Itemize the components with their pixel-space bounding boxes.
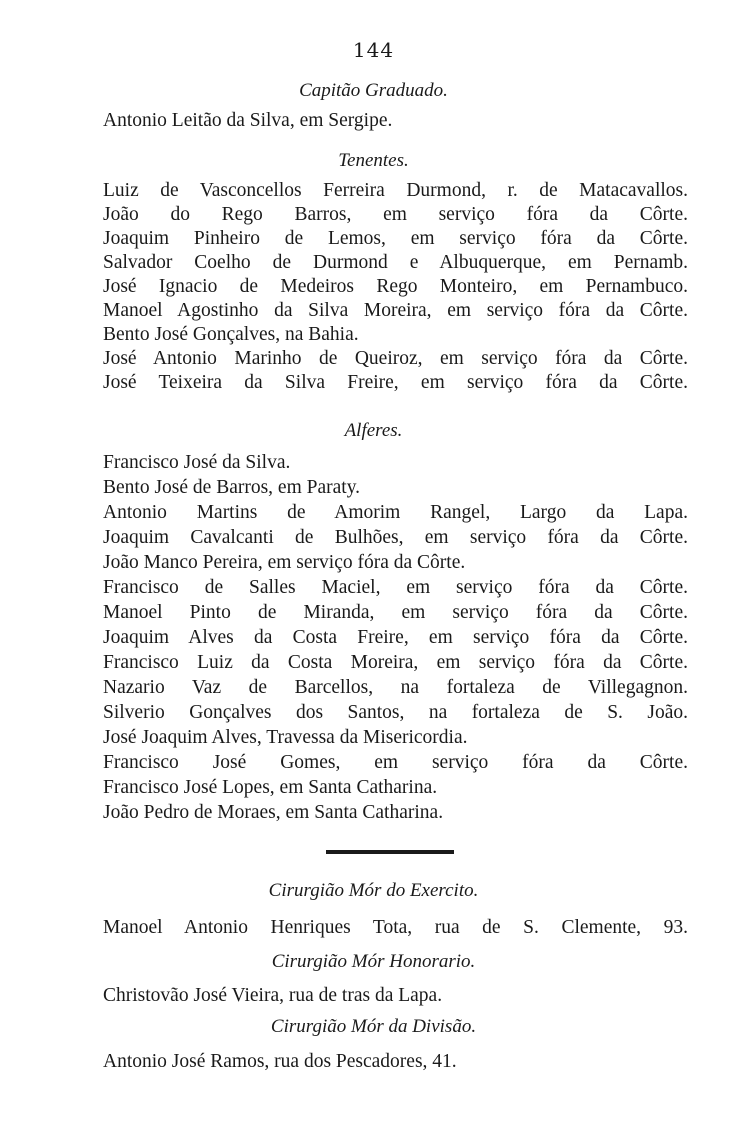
entry-line: João do Rego Barros, em serviço fóra da Côrte. <box>103 204 688 225</box>
entry-line: Joaquim Alves da Costa Freire, em serviço fóra da Côrte. <box>103 627 688 648</box>
entry-line: José Antonio Marinho de Queiroz, em serviço fóra da Côrte. <box>103 348 688 369</box>
entry-line: Joaquim Pinheiro de Lemos, em serviço fóra da Côrte. <box>103 228 688 249</box>
entry-line: Antonio Leitão da Silva, em Sergipe. <box>103 110 393 131</box>
entry-line: Salvador Coelho de Durmond e Albuquerque, em Pernamb. <box>103 252 688 273</box>
section-heading-capitao-graduado: Capitão Graduado. <box>299 80 448 101</box>
entry-line: Luiz de Vasconcellos Ferreira Durmond, r. de Matacavallos. <box>103 180 688 201</box>
entry-line: João Pedro de Moraes, em Santa Catharina. <box>103 802 444 823</box>
entry-line: João Manco Pereira, em serviço fóra da Côrte. <box>103 552 466 573</box>
entry-line: José Teixeira da Silva Freire, em serviço fóra da Côrte. <box>103 372 688 393</box>
entry-line: Francisco Luiz da Costa Moreira, em serviço fóra da Côrte. <box>103 652 688 673</box>
section-heading-alferes: Alferes. <box>344 420 403 441</box>
section-heading-tenentes: Tenentes. <box>338 150 409 171</box>
entry-line: Manoel Agostinho da Silva Moreira, em serviço fóra da Côrte. <box>103 300 688 321</box>
entry-line: Francisco José da Silva. <box>103 452 291 473</box>
entry-line: Christovão José Vieira, rua de tras da Lapa. <box>103 985 443 1006</box>
section-heading-cirurgiao-mor-exercito: Cirurgião Mór do Exercito. <box>268 880 479 901</box>
entry-line: Silverio Gonçalves dos Santos, na fortaleza de S. João. <box>103 702 688 723</box>
entry-line: Bento José Gonçalves, na Bahia. <box>103 324 359 345</box>
entry-line: José Joaquim Alves, Travessa da Misericordia. <box>103 727 468 748</box>
section-heading-cirurgiao-mor-honorario: Cirurgião Mór Honorario. <box>271 951 476 972</box>
section-heading-cirurgiao-mor-divisao: Cirurgião Mór da Divisão. <box>270 1016 477 1037</box>
entry-line: Nazario Vaz de Barcellos, na fortaleza de Villegagnon. <box>103 677 688 698</box>
entry-line: Francisco de Salles Maciel, em serviço fóra da Côrte. <box>103 577 688 598</box>
entry-line: Bento José de Barros, em Paraty. <box>103 477 361 498</box>
entry-line: Antonio José Ramos, rua dos Pescadores, 41. <box>103 1051 457 1072</box>
entry-line: Manoel Antonio Henriques Tota, rua de S. Clemente, 93. <box>103 917 688 938</box>
entry-line: Manoel Pinto de Miranda, em serviço fóra da Côrte. <box>103 602 688 623</box>
entry-line: Francisco José Lopes, em Santa Catharina. <box>103 777 438 798</box>
section-divider <box>326 850 454 854</box>
entry-line: Francisco José Gomes, em serviço fóra da Côrte. <box>103 752 688 773</box>
entry-line: Antonio Martins de Amorim Rangel, Largo da Lapa. <box>103 502 688 523</box>
page-number: 144 <box>352 38 395 62</box>
entry-line: Joaquim Cavalcanti de Bulhões, em serviço fóra da Côrte. <box>103 527 688 548</box>
entry-line: José Ignacio de Medeiros Rego Monteiro, em Pernambuco. <box>103 276 688 297</box>
